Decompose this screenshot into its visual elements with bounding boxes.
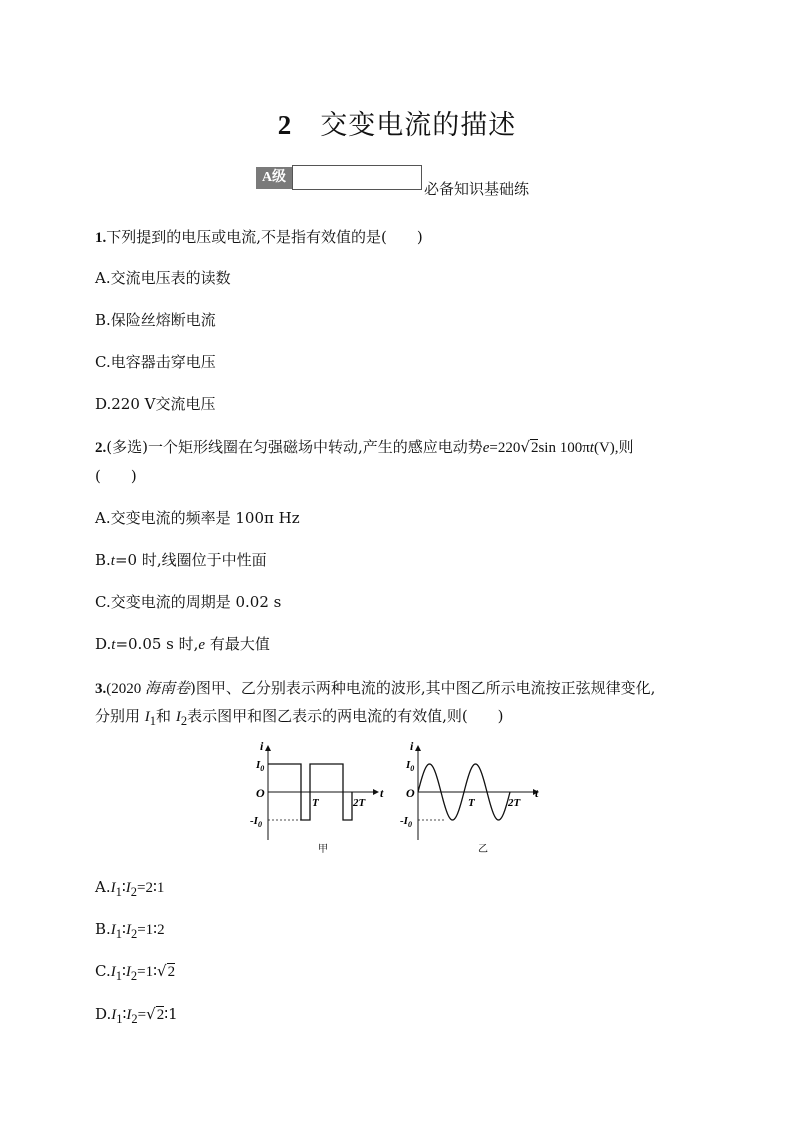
question-source: 海南卷 <box>145 679 191 697</box>
sqrt-symbol: √2 <box>520 438 539 456</box>
square-wave-positive <box>268 764 343 792</box>
question-3-option-c: $C.I_1∶I_2=1∶√2$ <box>95 962 176 983</box>
level-text: 必备知识基础练 <box>424 180 530 198</box>
figure-label-yi: 乙 <box>478 844 488 855</box>
period-2t-label: 2T <box>353 797 366 809</box>
page-title <box>0 103 794 142</box>
level-box <box>292 165 422 190</box>
question-1-option-c: C.电容器击穿电压 <box>95 353 216 371</box>
question-2-option-b: B.t=0 时,线圈位于中性面 <box>95 551 267 569</box>
neg-i0-label: $-I_0$ <box>400 815 412 829</box>
question-2-option-c: C.交变电流的周期是 0.02 s <box>95 593 282 611</box>
origin-label: O <box>406 786 415 800</box>
question-3-stem-line-1: 3.(2020 海南卷)图甲、乙分别表示两种电流的波形,其中图乙所示电流按正弦规律变化, <box>95 679 656 697</box>
question-1-option-a: A.交流电压表的读数 <box>95 269 231 287</box>
axis-t-label: t <box>380 786 384 800</box>
question-3-option-a: $A.I_1∶I_2=2∶1$ <box>95 878 165 899</box>
question-tag: (多选) <box>106 438 148 456</box>
sine-wave-graph <box>400 740 539 855</box>
section-number: 2 <box>277 110 293 140</box>
question-2-stem: 2.(多选)一个矩形线圈在匀强磁场中转动,产生的感应电动势e=220√2sin 100πt(V),则 <box>95 438 634 456</box>
i0-label: $I_0$ <box>256 759 265 773</box>
question-1-option-b: B.保险丝熔断电流 <box>95 311 216 329</box>
question-number: 1. <box>95 230 107 246</box>
question-number: 2. <box>95 440 107 456</box>
question-2-option-d: D.t=0.05 s 时,e 有最大值 <box>95 635 270 653</box>
section-title: 交变电流的描述 <box>320 110 517 141</box>
axis-i-label: i <box>410 740 414 753</box>
origin-label: O <box>256 786 265 800</box>
neg-i0-label: $-I_0$ <box>250 815 262 829</box>
axis-i-label: i <box>260 740 264 753</box>
question-3-option-d: $D.I_1∶I_2=√2∶1$ <box>95 1005 178 1026</box>
i0-label: $I_0$ <box>406 759 415 773</box>
question-1-option-d: D.220 V交流电压 <box>95 395 216 413</box>
axis-t-label: t <box>535 786 539 800</box>
sqrt-symbol: √2 <box>157 962 176 980</box>
period-2t-label: 2T <box>508 797 521 809</box>
figure-label-jia: 甲 <box>318 844 328 855</box>
question-2-paren: ( ) <box>95 467 137 485</box>
question-1-stem: 1.下列提到的电压或电流,不是指有效值的是( ) <box>95 228 423 246</box>
question-number: 3. <box>95 681 107 697</box>
waveform-figure <box>250 740 550 860</box>
question-2-option-a: A.交变电流的频率是 100π Hz <box>95 509 300 527</box>
period-t-label: T <box>468 797 475 809</box>
level-badge: A级 <box>256 167 292 189</box>
question-3-option-b: $B.I_1∶I_2=1∶2$ <box>95 920 165 941</box>
period-t-label: T <box>312 797 319 809</box>
square-wave-negative <box>301 792 352 820</box>
question-3-stem-line-2: 分别用 $I_1$和 $I_2$表示图甲和图乙表示的两电流的有效值,则( ) <box>95 707 504 728</box>
square-wave-graph <box>250 740 384 855</box>
sqrt-symbol: √2 <box>146 1005 165 1023</box>
